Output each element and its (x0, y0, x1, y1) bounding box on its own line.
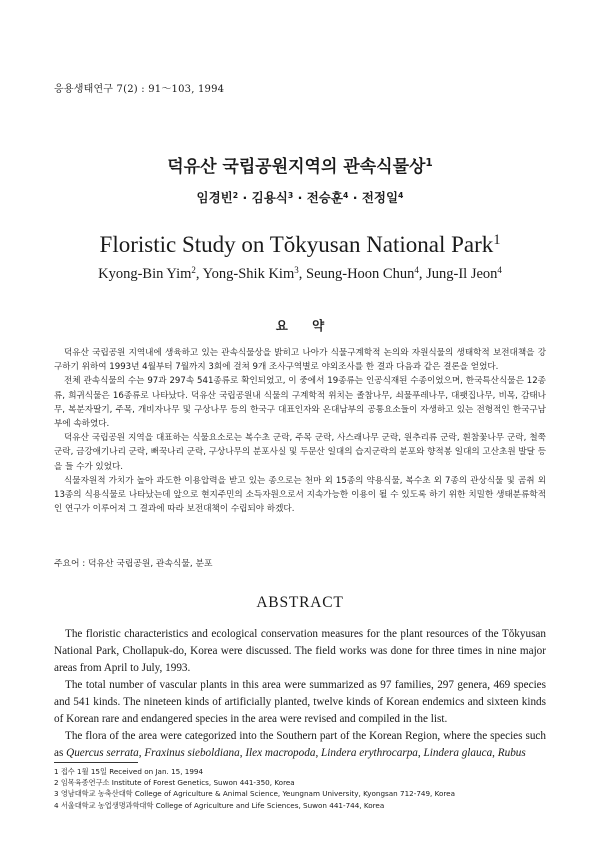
author-separator: · (348, 190, 362, 205)
english-author: Kyong-Bin Yim (98, 266, 192, 282)
separator: , (138, 747, 145, 759)
korean-title-text: 덕유산 국립공원지역의 관속식물상 (167, 157, 426, 177)
abstract-paragraph (54, 728, 546, 762)
author-separator: , (298, 266, 306, 282)
english-title-footnote-mark: 1 (493, 232, 501, 249)
species-name: Ilex macropoda (245, 747, 316, 759)
english-title-text: Floristic Study on Tŏkyusan National Park (99, 232, 494, 257)
korean-title (0, 152, 600, 177)
author-footnote-mark: 4 (497, 265, 502, 276)
footnotes (54, 766, 554, 811)
korean-summary (54, 346, 546, 516)
separator: , (315, 747, 322, 759)
abstract-paragraph: The total number of vascular plants in this area were summarized as 97 families, 297 genera, 469 species and 541 kinds. The nineteen kinds of artificially planted, twelve kinds of Korean endemics and sixteen kinds of Korean rare and endangered species in the area were revised and compiled in the list. (54, 679, 546, 725)
author-footnote-mark: 4 (398, 190, 404, 200)
summary-paragraph: 식물자원적 가치가 높아 과도한 이용압력을 받고 있는 종으로는 천마 외 15종의 약용식물, 복수초 외 7종의 관상식물 및 곰취 외 13종의 식용식물로 나타났는데 앞으로 현지주민의 소득자원으로서 지속가능한 이용이 될 수 있도록 하기 위한 치밀한 생태분류학적인 연구가 이루어져 그 결과에 따라 보전대책이 수립되야 하겠다. (54, 475, 546, 515)
author-footnote-mark: 3 (294, 265, 299, 276)
english-authors (0, 266, 600, 283)
separator: , (492, 747, 498, 759)
abstract-paragraph: The floristic characteristics and ecological conservation measures for the plant resources of the Tŏkyusan National Park, Chollapuk-do, Korea were discussed. The field works was done for three times in nine major areas from April to July, 1993. (54, 628, 546, 674)
author-separator: , (418, 266, 427, 282)
english-author: Yong-Shik Kim (202, 266, 295, 282)
author-footnote-mark: 3 (287, 190, 294, 200)
author-footnote-mark: 2 (191, 265, 196, 276)
summary-heading: 요 약 (275, 318, 325, 333)
korean-author: 김용식 (251, 190, 288, 205)
species-name: Rubus (497, 747, 526, 759)
species-name: Lindera glauca (423, 747, 493, 759)
abstract-text: The flora of the area were categorized into the Southern part of the Korean Region, where the species such as (54, 730, 546, 759)
author-footnote-mark: 2 (232, 190, 239, 200)
separator: , (239, 747, 246, 759)
summary-paragraph: 전체 관속식물의 수는 97과 297속 541종류로 확인되었고, 이 중에서 19종류는 인공식재된 수종이었으며, 한국특산식물은 12종류, 희귀식물은 16종류로 나타났다. 덕유산 국립공원내 식물의 구계학적 위치는 졸참나무, 쇠물푸레나무, 대팻집나무, 비목, 감태나무, 복분자딸기, 주목, 개비자나무 및 구상나무 등의 한국구 대표인자와 온대남부의 공통요소들이 자생하고 있는 전형적인 한국구남부에 속하였다. (54, 376, 546, 430)
korean-authors (0, 188, 600, 206)
footnote-divider (54, 762, 138, 763)
author-footnote-mark: 4 (342, 190, 349, 200)
abstract-heading: ABSTRACT (256, 594, 344, 611)
footnote: 2 임목육종연구소 Institute of Forest Genetics, Suwon 441-350, Korea (54, 778, 295, 788)
footnote: 4 서울대학교 농업생명과학대학 College of Agriculture and Life Sciences, Suwon 441-744, Korea (54, 800, 385, 810)
author-footnote-mark: 4 (414, 265, 419, 276)
korean-title-footnote-mark: 1 (425, 157, 433, 170)
footnote: 1 접수 1월 15일 Received on Jan. 15, 1994 (54, 767, 204, 776)
english-abstract (54, 626, 546, 762)
english-author: Seung-Hoon Chun (306, 266, 415, 282)
species-name: Fraxinus sieboldiana (144, 747, 240, 759)
species-name: Quercus serrata (66, 747, 139, 759)
author-separator: , (195, 266, 203, 282)
summary-paragraph: 덕유산 국립공원 지역내에 생육하고 있는 관속식물상을 밝히고 나아가 식물구계학적 논의와 자원식물의 생태학적 보전대책을 강구하기 위하여 1993년 4월부터 7월까지 3회에 걸쳐 9개 조사구역별로 야외조사를 한 결과 다음과 같은 결론을 얻었다. (54, 348, 546, 373)
footnote: 3 영남대학교 농축산대학 College of Agriculture & Animal Science, Yeungnam University, Kyongsan 712-749, Korea (54, 789, 455, 799)
species-name: Lindera erythrocarpa (321, 747, 418, 759)
author-separator: · (293, 190, 307, 205)
journal-reference: 응용생태연구 7(2) : 91～103, 1994 (54, 84, 225, 95)
english-author: Jung-Il Jeon (426, 266, 498, 282)
separator: , (417, 747, 424, 759)
korean-author: 임경빈 (196, 190, 233, 205)
keywords: 주요어 : 덕유산 국립공원, 관속식물, 분포 (54, 559, 213, 569)
author-separator: · (238, 190, 252, 205)
summary-paragraph: 덕유산 국립공원 지역을 대표하는 식물요소로는 복수초 군락, 주목 군락, 사스래나무 군락, 원추리류 군락, 흰참꽃나무 군락, 철쭉 군락, 금강애기나리 군락, 뻐꾹나리 군락, 구상나무의 분포사실 및 두문산 일대의 습지군락의 분포와 향적봉 일대의 고산초원 발달 등을 들 수가 있었다. (54, 433, 546, 472)
korean-author: 전승훈 (306, 190, 343, 205)
english-title (0, 232, 600, 258)
korean-author: 전정일 (361, 190, 399, 205)
